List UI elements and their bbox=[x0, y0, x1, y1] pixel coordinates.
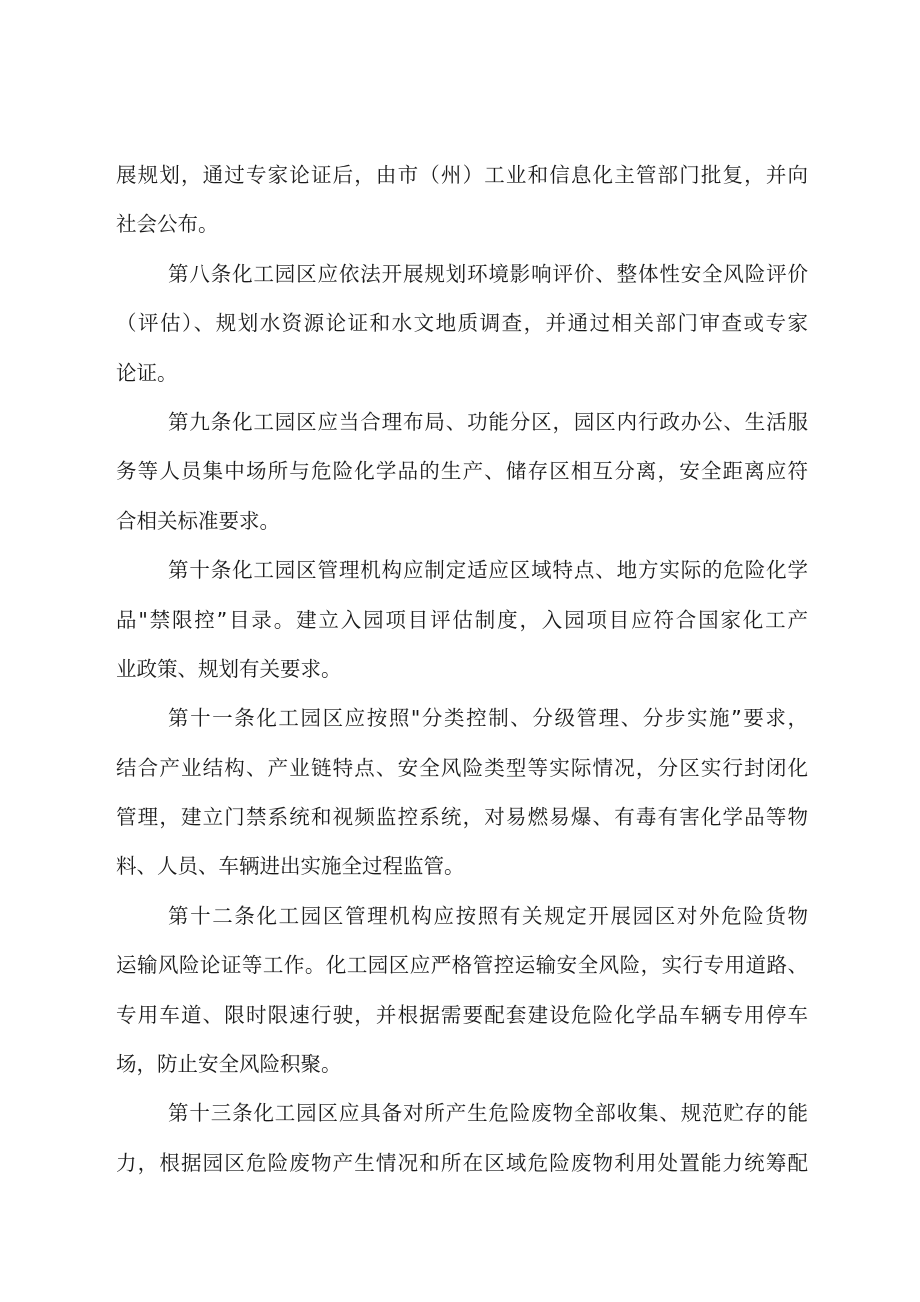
article-10-line: 第十条化工园区管理机构应制定适应区域特点、地方实际的危险化学 bbox=[168, 558, 808, 583]
article-13-line: 第十三条化工园区应具备对所产生危险废物全部收集、规范贮存的能 bbox=[168, 1101, 808, 1126]
paragraph-line: 社会公布。 bbox=[116, 212, 219, 237]
article-12-line: 第十二条化工园区管理机构应按照有关规定开展园区对外危险货物 bbox=[168, 903, 808, 928]
article-9-line: 合相关标准要求。 bbox=[116, 508, 280, 533]
article-8-line: 第八条化工园区应依法开展规划环境影响评价、整体性安全风险评价 bbox=[168, 261, 808, 286]
article-11-line: 结合产业结构、产业链特点、安全风险类型等实际情况，分区实行封闭化 bbox=[116, 755, 808, 780]
article-12-line: 场，防止安全风险积聚。 bbox=[116, 1052, 342, 1077]
article-11-line: 第十一条化工园区应按照"分类控制、分级管理、分步实施”要求， bbox=[168, 706, 808, 731]
article-12-line: 运输风险论证等工作。化工园区应严格管控运输安全风险，实行专用道路、 bbox=[116, 953, 808, 978]
article-8-line: 论证。 bbox=[116, 360, 178, 385]
article-11-line: 管理，建立门禁系统和视频监控系统，对易燃易爆、有毒有害化学品等物 bbox=[116, 805, 808, 830]
article-8-line: （评估）、规划水资源论证和水文地质调查，并通过相关部门审查或专家 bbox=[116, 311, 808, 336]
document-body bbox=[116, 151, 808, 1188]
paragraph-line: 展规划，通过专家论证后，由市（州）工业和信息化主管部门批复，并向 bbox=[116, 163, 808, 187]
article-10-line: 业政策、规划有关要求。 bbox=[116, 656, 342, 681]
article-9-line: 第九条化工园区应当合理布局、功能分区，园区内行政办公、生活服 bbox=[168, 409, 808, 434]
article-13-line: 力，根据园区危险废物产生情况和所在区域危险废物利用处置能力统筹配 bbox=[116, 1150, 808, 1175]
article-9-line: 务等人员集中场所与危险化学品的生产、储存区相互分离，安全距离应符 bbox=[116, 459, 808, 484]
article-12-line: 专用车道、限时限速行驶，并根据需要配套建设危险化学品车辆专用停车 bbox=[116, 1002, 808, 1027]
article-10-line: 品"禁限控”目录。建立入园项目评估制度，入园项目应符合国家化工产 bbox=[116, 607, 808, 632]
article-11-line: 料、人员、车辆进出实施全过程监管。 bbox=[116, 854, 465, 879]
